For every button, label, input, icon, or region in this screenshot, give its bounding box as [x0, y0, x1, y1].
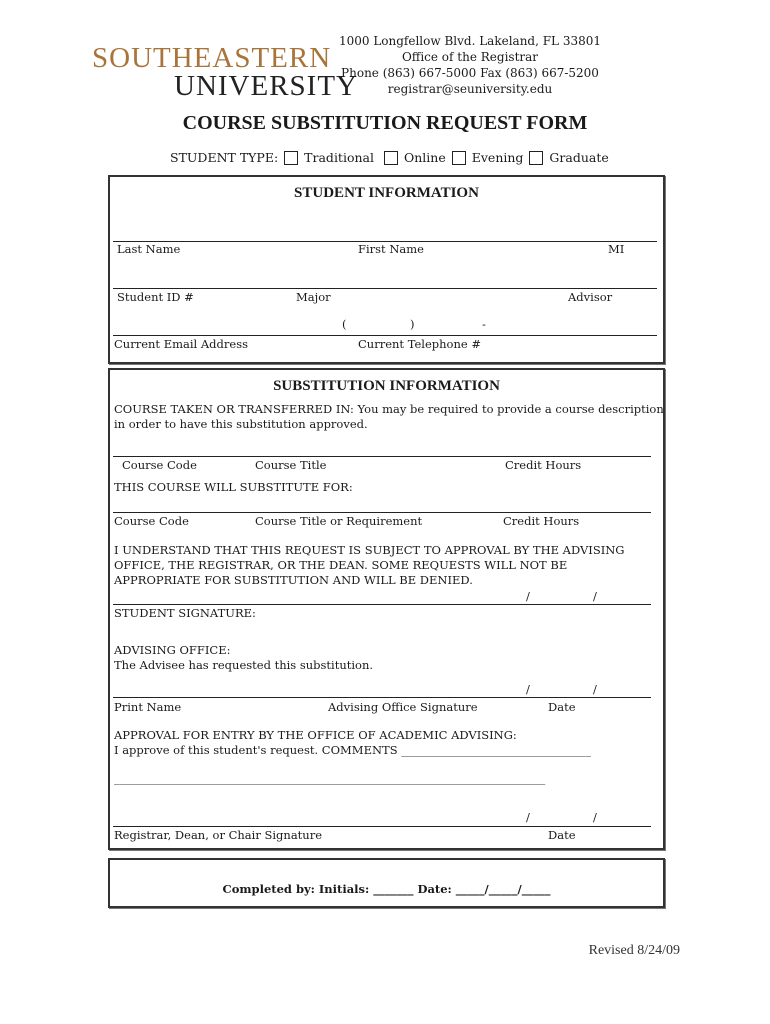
- phone-fax: Phone (863) 667-5000 Fax (863) 667-5200: [341, 66, 599, 80]
- label-email: Current Email Address: [114, 337, 248, 351]
- completed-box: [108, 858, 665, 908]
- date-slash: /: [593, 589, 597, 603]
- label-credit-hours-1: Credit Hours: [505, 458, 582, 472]
- label-major: Major: [296, 290, 331, 304]
- course-taken-line[interactable]: [113, 456, 651, 457]
- label-registrar-signature: Registrar, Dean, or Chair Signature: [114, 828, 323, 842]
- approve-comments[interactable]: I approve of this student's request. COMMENTS _________________________________: [114, 743, 591, 757]
- address: 1000 Longfellow Blvd. Lakeland, FL 33801: [338, 34, 602, 48]
- label-course-title-2: Course Title or Requirement: [255, 514, 423, 528]
- phone-close-paren: ): [410, 317, 415, 331]
- understand-line1: I UNDERSTAND THAT THIS REQUEST IS SUBJECT TO APPROVAL BY THE ADVISING: [114, 543, 625, 557]
- completed-by-text[interactable]: Completed by: Initials: _______ Date: _____/_____/_____: [222, 882, 551, 896]
- label-student-signature: STUDENT SIGNATURE:: [114, 606, 256, 620]
- advising-signature-line[interactable]: [113, 697, 651, 698]
- advising-office-heading: ADVISING OFFICE:: [114, 643, 231, 657]
- phone-open-paren: (: [342, 317, 347, 331]
- student-signature-line[interactable]: [113, 604, 651, 605]
- date-slash: /: [526, 682, 530, 696]
- option-traditional: Traditional: [304, 150, 374, 165]
- date-slash: /: [526, 810, 530, 824]
- label-first-name: First Name: [358, 242, 424, 256]
- label-advising-signature: Advising Office Signature: [328, 700, 478, 714]
- option-graduate: Graduate: [549, 150, 609, 165]
- comments-line[interactable]: ___________________________________________________________________________: [114, 771, 546, 785]
- will-substitute-heading: THIS COURSE WILL SUBSTITUTE FOR:: [114, 480, 353, 494]
- checkbox-traditional[interactable]: [284, 151, 298, 165]
- label-date-advising: Date: [548, 700, 576, 714]
- label-telephone: Current Telephone #: [358, 337, 481, 351]
- label-last-name: Last Name: [117, 242, 181, 256]
- label-credit-hours-2: Credit Hours: [503, 514, 580, 528]
- checkbox-graduate[interactable]: [529, 151, 543, 165]
- label-course-code-2: Course Code: [114, 514, 189, 528]
- label-mi: MI: [608, 242, 625, 256]
- date-slash: /: [526, 589, 530, 603]
- contact-block: [330, 33, 610, 97]
- form-title: COURSE SUBSTITUTION REQUEST FORM: [182, 112, 588, 134]
- label-print-name: Print Name: [114, 700, 182, 714]
- label-advisor: Advisor: [568, 290, 613, 304]
- understand-line2: OFFICE, THE REGISTRAR, OR THE DEAN. SOME REQUESTS WILL NOT BE: [114, 558, 568, 572]
- office-name: Office of the Registrar: [401, 50, 539, 64]
- course-taken-line2: in order to have this substitution approved.: [114, 417, 368, 431]
- label-student-id: Student ID #: [117, 290, 194, 304]
- date-slash: /: [593, 682, 597, 696]
- student-type-label: STUDENT TYPE:: [170, 150, 279, 165]
- phone-dash: -: [482, 317, 486, 331]
- id-major-line[interactable]: [113, 288, 657, 289]
- substitution-heading: SUBSTITUTION INFORMATION: [273, 378, 500, 394]
- checkbox-online[interactable]: [384, 151, 398, 165]
- label-date-registrar: Date: [548, 828, 576, 842]
- option-evening: Evening: [471, 150, 524, 165]
- registrar-signature-line[interactable]: [113, 826, 651, 827]
- substitute-course-line[interactable]: [113, 512, 651, 513]
- approval-heading: APPROVAL FOR ENTRY BY THE OFFICE OF ACADEMIC ADVISING:: [114, 728, 517, 742]
- course-taken-line1: COURSE TAKEN OR TRANSFERRED IN: You may be required to provide a course description: [114, 402, 664, 416]
- email-address: registrar@seuniversity.edu: [387, 82, 553, 96]
- date-slash: /: [593, 810, 597, 824]
- label-course-code-1: Course Code: [122, 458, 197, 472]
- option-online: Online: [403, 150, 446, 165]
- logo-university: UNIVERSITY: [174, 70, 358, 102]
- understand-line3: APPROPRIATE FOR SUBSTITUTION AND WILL BE DENIED.: [114, 573, 473, 587]
- advisee-requested-text: The Advisee has requested this substitution.: [114, 658, 374, 672]
- revised-date: Revised 8/24/09: [588, 943, 680, 958]
- student-type-row: [170, 150, 609, 165]
- email-phone-line[interactable]: [113, 335, 657, 336]
- logo-southeastern: SOUTHEASTERN: [92, 42, 332, 74]
- checkbox-evening[interactable]: [452, 151, 466, 165]
- label-course-title-1: Course Title: [255, 458, 327, 472]
- student-info-heading: STUDENT INFORMATION: [294, 185, 479, 201]
